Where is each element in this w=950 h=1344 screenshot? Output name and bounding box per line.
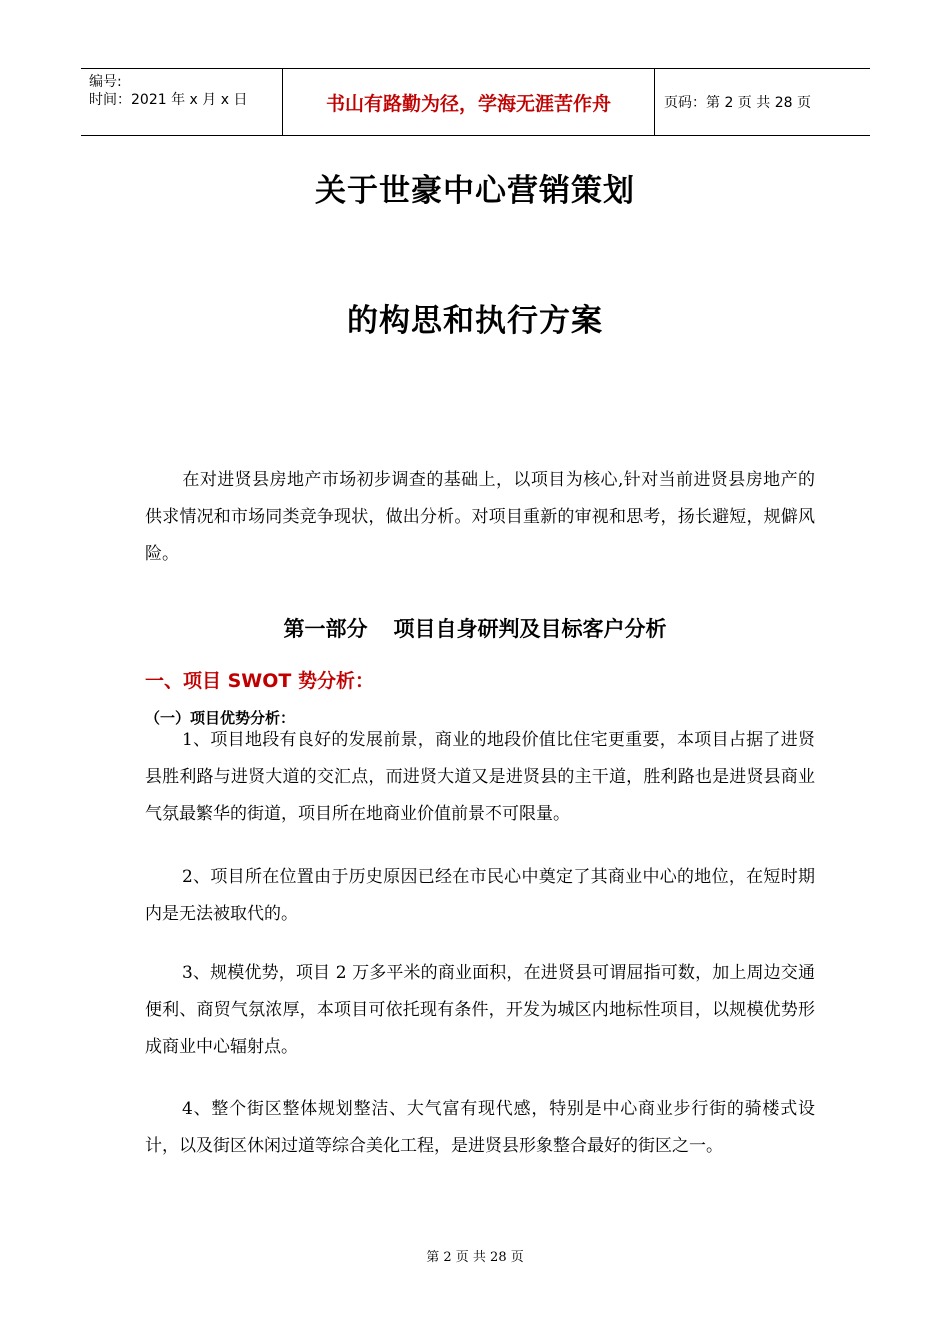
point-text: 3、规模优势，项目 2 万多平米的商业面积，在进贤县可谓屈指可数，加上周边交通便利、商贸气氛浓厚，本项目可依托现有条件，开发为城区内地标性项目，以规模优势形成商业中心辐射点。 [145,963,815,1057]
point-paragraph [145,859,815,933]
header-motto: 书山有路勤为径，学海无涯苦作舟 [282,69,655,135]
intro-text: 在对进贤县房地产市场初步调查的基础上，以项目为核心,针对当前进贤县房地产的供求情况和市场同类竞争现状，做出分析。对项目重新的审视和思考，扬长避短，规僻风险。 [145,470,815,564]
document-title-line-1: 关于世豪中心营销策划 [315,173,635,209]
header-left-cell [81,69,282,135]
part-one-label: 第一部分 [283,617,368,641]
swot-heading: 一、项目 SWOT 势分析： [145,670,374,692]
point-paragraph [145,1091,815,1165]
document-number-label: 编号: [89,74,122,90]
intro-paragraph [145,462,815,573]
header-table [81,68,870,136]
advantage-heading: （一）项目优势分析： [145,709,296,727]
document-date: 时间：2021 年 x 月 x 日 [89,92,248,108]
header-page-info: 页码：第 2 页 共 28 页 [664,95,811,111]
page-footer: 第 2 页 共 28 页 [426,1250,524,1265]
point-paragraph [145,722,815,833]
part-one-title: 项目自身研判及目标客户分析 [393,617,667,641]
document-title-line-2: 的构思和执行方案 [347,303,603,339]
point-text: 1、项目地段有良好的发展前景，商业的地段价值比住宅更重要，本项目占据了进贤县胜利路与进贤大道的交汇点，而进贤大道又是进贤县的主干道，胜利路也是进贤县商业气氛最繁华的街道，项目所在地商业价值前景不可限量。 [145,730,815,824]
point-paragraph [145,955,815,1066]
part-one-heading [0,613,950,643]
point-text: 2、项目所在位置由于历史原因已经在市民心中奠定了其商业中心的地位，在短时期内是无法被取代的。 [145,867,815,924]
point-text: 4、整个街区整体规划整洁、大气富有现代感，特别是中心商业步行街的骑楼式设计，以及街区休闲过道等综合美化工程，是进贤县形象整合最好的街区之一。 [145,1099,815,1156]
